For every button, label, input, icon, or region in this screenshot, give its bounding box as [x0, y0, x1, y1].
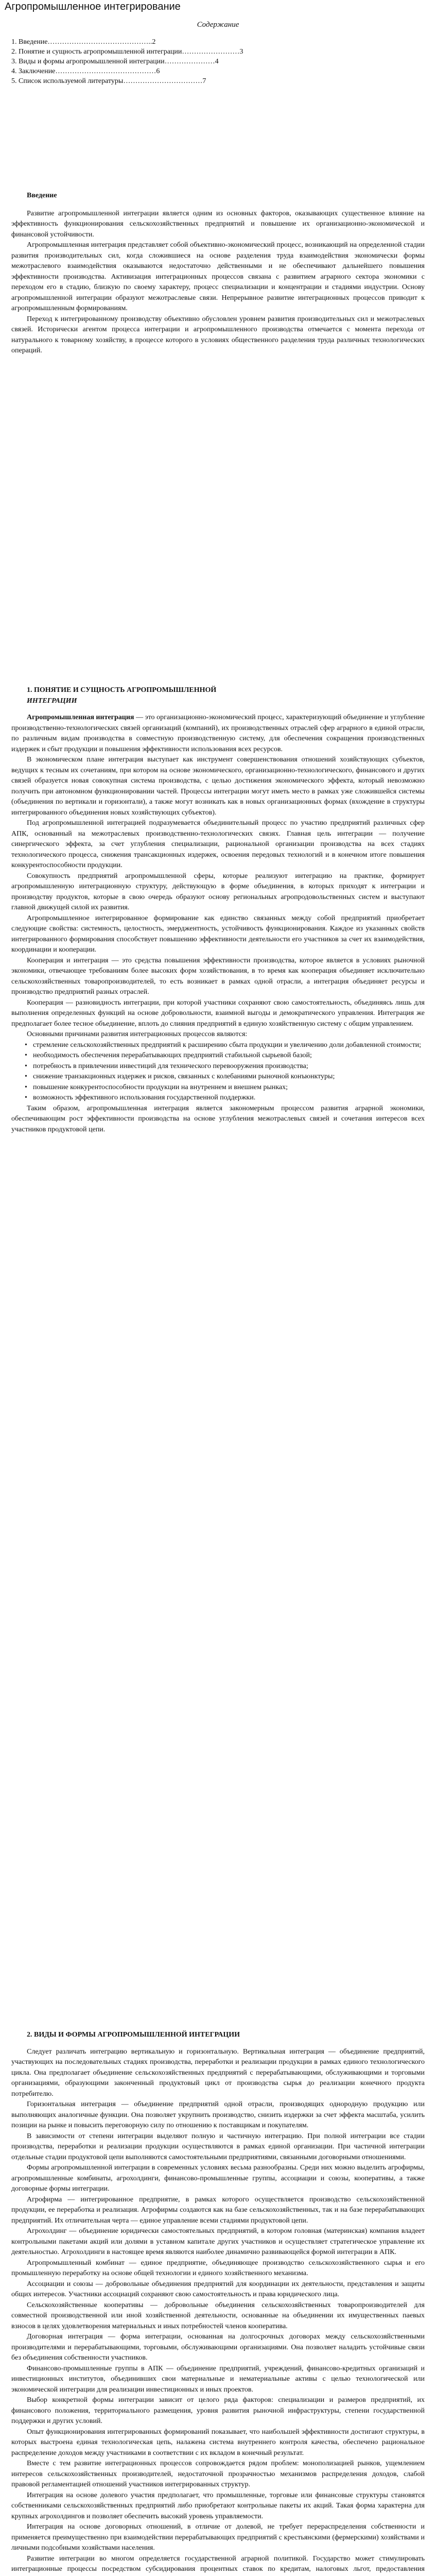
paragraph: Развитие агропромышленной интеграции является одним из основных факторов, оказывающих существенное влияние на эффективность функционирования сельскохозяйственных предприятий и повышение их организационно-экономической и финансовой устойчивости.	[11, 209, 425, 239]
paragraph: Агрохолдинг — объединение юридически самостоятельных предприятий, в котором головная (материнская) компания владеет контрольными пакетами акций или долями в уставном капитале других участников и осуществляет стратегическое управление их деятельностью. Агрохолдинги в настоящее время являются наиболее динамично развивающейся формой интеграции в АПК.	[11, 2227, 425, 2256]
paragraph: Договорная интеграция — форма интеграции, основанная на долгосрочных договорах между сельскохозяйственными производителями и перерабатывающими, торговыми, обслуживающими организациями. Она позволяет наладить устойчивые связи без объединения собственности участников.	[11, 2333, 425, 2362]
toc-item: 2. Понятие и сущность агропромышленной интеграции……………………3	[11, 48, 243, 56]
toc-item: 4. Заключение……………………………………6	[11, 67, 160, 75]
paragraph: Интеграция на основе долевого участия предполагает, что промышленные, торговые или финансовые структуры становятся собственниками сельскохозяйственных предприятий либо приобретают контрольные пакеты их акций. Такая форма характерна для крупных агрохолдингов и позволяет обеспечить высокий уровень управляемости.	[11, 2491, 425, 2520]
section-1	[11, 685, 425, 1135]
intro-section	[11, 191, 425, 357]
paragraph: Сельскохозяйственные кооперативы — добровольные объединения сельскохозяйственных товаропроизводителей для совместной производственной или иной хозяйственной деятельности, основанные на объединении их имущественных паевых взносов в целях удовлетворения материальных и иных потребностей членов кооператива.	[11, 2301, 425, 2330]
section-1-subtitle: ИНТЕГРАЦИИ	[27, 697, 77, 705]
list-item: • потребность в привлечении инвестиций для технического перевооружения производства;	[27, 1061, 425, 1072]
paragraph: Развитие интеграции во многом определяется государственной аграрной политикой. Государство может стимулировать интеграционные процессы посредством субсидирования процентных ставок по кредитам, налоговых льгот, предоставления	[11, 2554, 425, 2573]
definition-paragraph	[11, 713, 425, 755]
paragraph: Кооперация — разновидность интеграции, при которой участники сохраняют свою самостоятельность, объединяясь лишь для выполнения определенных функций на основе добровольности, взаимной выгоды и демократического управления. Интеграция же предполагает более тесное объединение, вплоть до слияния предприятий в единую хозяйственную систему с общим управлением.	[11, 998, 425, 1028]
paragraph: Выбор конкретной формы интеграции зависит от целого ряда факторов: специализации и размеров предприятий, их финансового положения, территориального размещения, уровня развития рыночной инфраструктуры, степени государственной поддержки и других условий.	[11, 2396, 425, 2425]
paragraph: Агропромышленная интеграция представляет собой объективно-экономический процесс, возникающий на определенной стадии развития производительных сил, когда сложившиеся на основе разделения труда взаимодействия экономически формы межотраслевого взаимодействия оказываются недостаточно действенными и не обеспечивают дальнейшего повышения эффективности производства. Активизация интеграционных процессов связана с развитием аграрного сектора экономики с переходом его в стадию, близкую по своему характеру, процесс специализации и концентрации и стадиями индустрии. Основу агропромышленной интеграции образуют межотраслевые связи. Непрерывное развитие интеграционных процессов приводит к агропромышленным формированиям.	[11, 241, 425, 312]
bullet-list	[11, 1040, 425, 1104]
paragraph: Интеграция на основе договорных отношений, в отличие от долевой, не требует перераспределения собственности и применяется преимущественно при взаимодействии перерабатывающих предприятий с крестьянскими (фермерскими) хозяйствами и личными подсобными хозяйствами населения.	[11, 2523, 425, 2552]
term: Агропромышленная интеграция	[27, 714, 134, 721]
toc-item: 1. Введение……………………………………..2	[11, 38, 156, 46]
term-definition: — это организационно-экономический процесс, характеризующий объединение и углубление производственно-технологических связей организаций (компаний), их производственных отраслей сфер аграрного в единой отрасли, по различным видам производства в совместную производственную систему, для обеспечения сокращения производственных издержек и сбыт продукции и повышения эффективности использования всех ресурсов.	[11, 714, 425, 753]
paragraph: Формы агропромышленной интеграции в современных условиях весьма разнообразны. Среди них можно выделить агрофирмы, агропромышленные комбинаты, агрохолдинги, финансово-промышленные группы, ассоциации и союзы, кооперативы, а также договорные формы интеграции.	[11, 2164, 425, 2193]
paragraph: Агрофирма — интегрированное предприятие, в рамках которого осуществляется производство сельскохозяйственной продукции, ее переработка и реализация. Агрофирмы создаются как на базе сельскохозяйственных, так и на базе перерабатывающих предприятий. Их отличительная черта — единое управление всеми стадиями продуктовой цепи.	[11, 2195, 425, 2225]
intro-title: Введение	[27, 192, 57, 199]
list-item: • стремление сельскохозяйственных предприятий к расширению сбыта продукции и увеличению доли добавленной стоимости;	[27, 1040, 425, 1051]
section-2-title: 2. ВИДЫ И ФОРМЫ АГРОПРОМЫШЛЕННОЙ ИНТЕГРАЦИИ	[27, 2031, 240, 2039]
paragraph: Агропромышленный комбинат — единое предприятие, объединяющее производство сельскохозяйственного сырья и его промышленную переработку на основе общей технологии и единого хозяйственного механизма.	[11, 2259, 425, 2277]
list-item: • необходимость обеспечения перерабатывающих предприятий стабильной сырьевой базой;	[27, 1050, 425, 1061]
paragraph: Следует различать интеграцию вертикальную и горизонтальную. Вертикальная интеграция — объединение предприятий, участвующих на последовательных стадиях производства, переработки и реализации продукции в рамках единого технологического цикла. Она предполагает объединение сельскохозяйственных предприятий с перерабатывающими, обслуживающими и торговыми организациями, образующими законченный продуктовый цикл от производства сырья до реализации конечного продукта потребителю.	[11, 2047, 425, 2098]
toc-item: 5. Список используемой литературы……………………………7	[11, 77, 206, 85]
paragraph: Переход к интегрированному производству объективно обусловлен уровнем развития производительных сил и межотраслевых связей. Исторически агентом процесса интеграции и агропромышленного производства отмечается с момента перехода от натурального к товарному хозяйству, в процессе которого в условиях общественного разделения труда различных технологических операций.	[11, 315, 425, 354]
toc-item: 3. Виды и формы агропромышленной интеграции…………………4	[11, 58, 219, 65]
paragraph: Совокупность предприятий агропромышленной сферы, которые реализуют интеграцию на практике, формирует агропромышленную интеграционную структуру, действующую в форме объединения, в которых приходят к интеграции и производству продуктов, которые в свою очередь образуют основу региональных агропродовольственных систем и выступают главной движущей силой их развития.	[11, 872, 425, 911]
paragraph: Ассоциации и союзы — добровольные объединения предприятий для координации их деятельности, представления и защиты общих интересов. Участники ассоциаций сохраняют свою самостоятельность и права юридического лица.	[11, 2280, 425, 2298]
section-2	[11, 2030, 425, 2576]
toc-heading: Содержание	[197, 21, 239, 29]
paragraph: В экономическом плане интеграция выступает как инструмент совершенствования отношений хозяйствующих субъектов, ведущих к тесным их сочетаниям, при котором на основе экономического, организационно-технологического, финансового и других связей образуется новая совокупная система производства, с целью достижения экономического эффекта, который невозможно получить при автономном функционировании частей. Процессы интеграции могут иметь место в рамках уже сложившейся системы (объединения по вертикали и горизонтали), а также могут возникать как в новых организационных формах (вхождение в структуры интегрированного объединения новых хозяйствующих субъектов).	[11, 756, 425, 817]
paragraph: Финансово-промышленные группы в АПК — объединение предприятий, учреждений, финансово-кредитных организаций и инвестиционных институтов, объединивших свои материальные и нематериальные активы с целью технологической или экономической интеграции для реализации инвестиционных и иных проектов.	[11, 2364, 425, 2394]
list-item: • возможность эффективного использования государственной поддержки.	[27, 1093, 425, 1104]
document-title: Агропромышленное интегрирование	[5, 1, 181, 12]
list-item: • снижение транзакционных издержек и рисков, связанных с колебаниями рыночной конъюнктуры;	[27, 1072, 425, 1082]
section-1-title: 1. ПОНЯТИЕ И СУЩНОСТЬ АГРОПРОМЫШЛЕННОЙ	[27, 686, 217, 694]
paragraph: Таким образом, агропромышленная интеграция является закономерным процессом развития аграрной экономики, обеспечивающим рост эффективности производства на основе углубления межотраслевых связей и сочетания интересов всех участников продуктовой цепи.	[11, 1104, 425, 1133]
paragraph: В зависимости от степени интеграции выделяют полную и частичную интеграцию. При полной интеграции все стадии производства, переработки и реализации продукции осуществляются в рамках единой организации. При частичной интеграции отдельные стадии продуктовой цепи выполняются самостоятельными предприятиями, связанными договорными отношениями.	[11, 2132, 425, 2161]
paragraph: Горизонтальная интеграция — объединение предприятий одной отрасли, производящих однородную продукцию или выполняющих аналогичные функции. Она позволяет укрупнить производство, снизить издержки за счет эффекта масштаба, усилить позиции на рынке и повысить переговорную силу по отношению к поставщикам и покупателям.	[11, 2100, 425, 2129]
list-item: • повышение конкурентоспособности продукции на внутреннем и внешнем рынках;	[27, 1082, 425, 1093]
paragraph: Опыт функционирования интегрированных формирований показывает, что наибольшей эффективности достигают структуры, в которых выстроена единая технологическая цепь, налажена система внутреннего контроля качества, обеспечено рациональное распределение доходов между участниками в соответствии с их вкладом в конечный результат.	[11, 2428, 425, 2457]
paragraph: Основными причинами развития интеграционных процессов являются:	[27, 1030, 248, 1038]
paragraph: Агропромышленное интегрированное формирование как единство связанных между собой предприятий приобретает следующие свойства: системность, целостность, эмерджентность, устойчивость функционирования. Каждое из указанных свойств интегрированного формирования способствует повышению эффективности деятельности его участников за счет их взаимодействия, координации и кооперации.	[11, 914, 425, 954]
paragraph: Вместе с тем развитие интеграционных процессов сопровождается рядом проблем: монополизацией рынков, ущемлением интересов сельскохозяйственных производителей, недостаточной прозрачностью механизмов распределения доходов, слабой правовой регламентацией отношений участников интегрированных структур.	[11, 2460, 425, 2488]
table-of-contents	[11, 37, 243, 86]
paragraph: Кооперация и интеграция — это средства повышения эффективности производства, которое является в условиях рыночной экономики, отвечающее требованиям более высоких форм хозяйствования, в то время как кооперация объединяет исключительно сельскохозяйственных товаропроизводителей, то есть возникает в рамках одной отрасли, а интеграция объединяет ресурсы и производство предприятий разных отраслей.	[11, 956, 425, 996]
paragraph: Под агропромышленной интеграцией подразумевается объединительный процесс по участию предприятий различных сфер АПК, основанный на межотраслевых производственно-технологических связях. Главная цель интеграции — получение синергического эффекта, за счет углубления специализации, рациональной организации производства на всех стадиях технологического процесса, снижения трансакционных издержек, освоения передовых технологий и в конечном итоге повышения конкурентоспособности продукции.	[11, 819, 425, 869]
